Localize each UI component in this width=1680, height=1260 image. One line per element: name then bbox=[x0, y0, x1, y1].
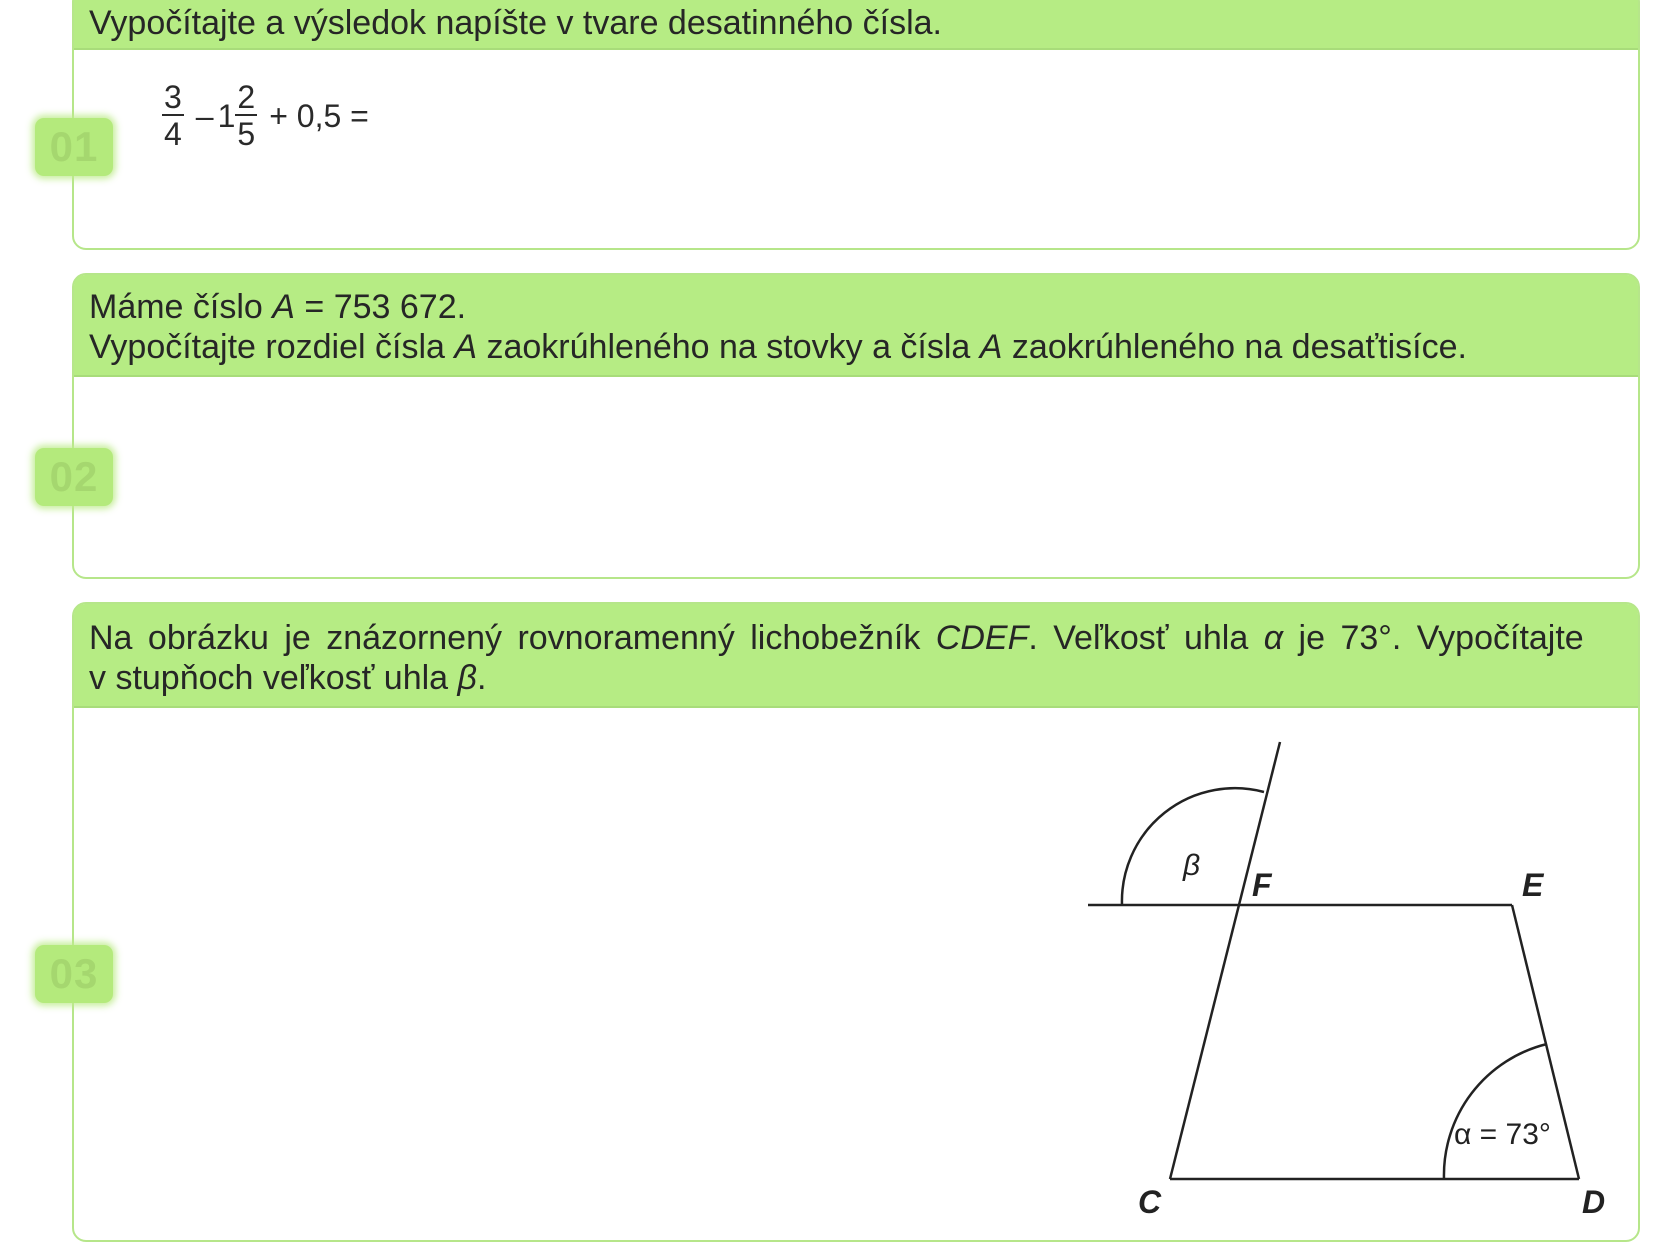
fraction-denominator: 4 bbox=[164, 116, 182, 152]
vertex-label-d: D bbox=[1582, 1184, 1606, 1220]
fraction-denominator: 5 bbox=[237, 116, 256, 152]
vertex-label-c: C bbox=[1138, 1184, 1162, 1220]
fraction-numerator: 2 bbox=[237, 79, 256, 115]
task-03-line-1: Na obrázku je znázornený rovnoramenný lichobežník CDEF. Veľkosť uhla α je 73°. Vypočítajte bbox=[89, 619, 1584, 657]
extended-line-cf bbox=[1170, 742, 1280, 1179]
angle-label-alpha: α = 73° bbox=[1454, 1118, 1551, 1151]
mixed-number-whole: 1 bbox=[217, 98, 236, 134]
task-number-badge-02: 02 bbox=[35, 448, 113, 506]
fraction-numerator: 3 bbox=[164, 79, 182, 115]
task-03-line-2: v stupňoch veľkosť uhla β. bbox=[89, 659, 487, 697]
task-02-line-1: Máme číslo A = 753 672. bbox=[89, 288, 467, 326]
vertex-label-e: E bbox=[1522, 867, 1544, 903]
expression-rest: + 0,5 = bbox=[269, 98, 369, 134]
task-02-line-2: Vypočítajte rozdiel čísla A zaokrúhleného na stovky a čísla A zaokrúhleného na desaťtisíce. bbox=[89, 328, 1467, 366]
task-01-instruction-text: Vypočítajte a výsledok napíšte v tvare desatinného čísla. bbox=[89, 4, 943, 42]
task-number-badge-01: 01 bbox=[35, 118, 113, 176]
vertex-label-f: F bbox=[1252, 867, 1272, 903]
angle-alpha-arc bbox=[1444, 1044, 1547, 1179]
minus-sign: – bbox=[195, 98, 214, 134]
task-number-badge-03: 03 bbox=[35, 945, 113, 1003]
angle-label-beta: β bbox=[1183, 849, 1201, 882]
